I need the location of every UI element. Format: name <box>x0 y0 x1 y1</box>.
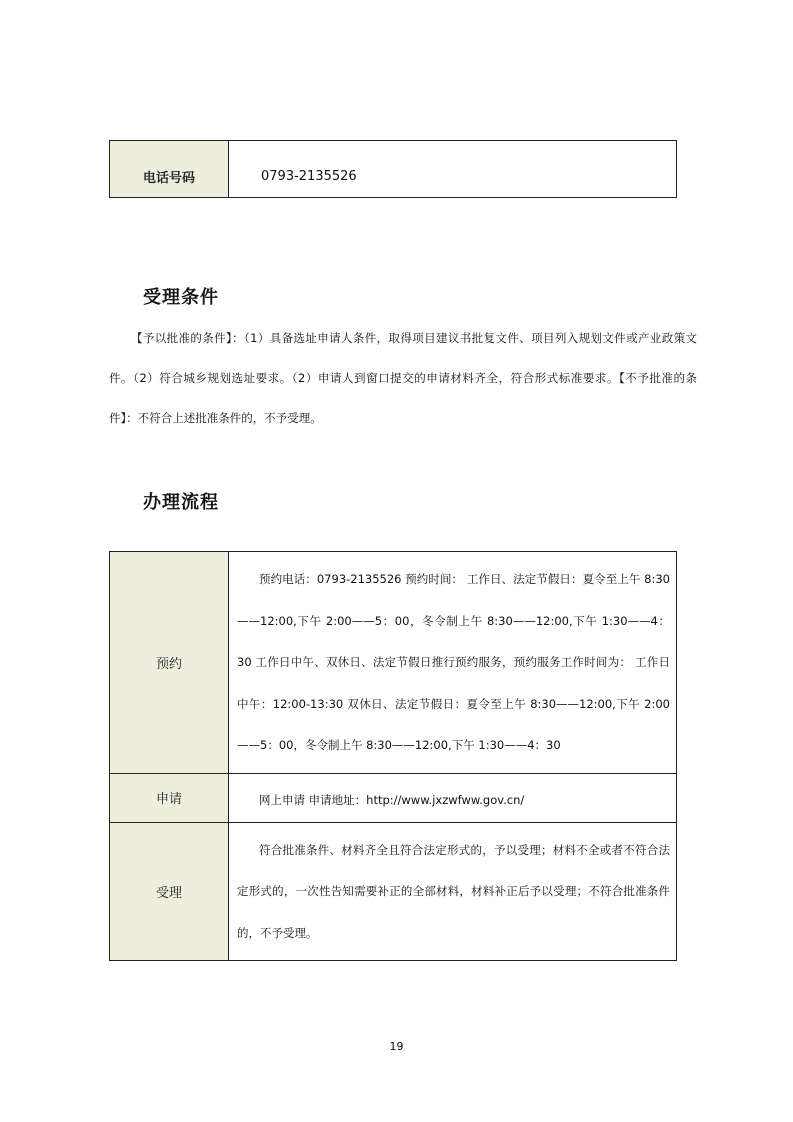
process-label-appointment: 预约 <box>110 552 229 774</box>
process-content-appointment: 预约电话：0793-2135526 预约时间： 工作日、法定节假日：夏令至上午 8:30——12:00,下午 2:00——5：00，冬令制上午 8:30——12:00,下午 1:30——4：30 工作日中午、双休日、法定节假日推行预约服务，预约服务工作时间为： 工作日中午：12:00-13:30 双休日、法定节假日：夏令至上午 8:30——12:00,下午 2:00——5：00，冬令制上午 8:30——12:00,下午 1:30——4：30 <box>229 552 677 774</box>
process-table <box>109 551 677 961</box>
page-number: 19 <box>389 1040 404 1053</box>
phone-label: 电话号码 <box>110 141 229 198</box>
process-content-acceptance: 符合批准条件、材料齐全且符合法定形式的，予以受理；材料不全或者不符合法定形式的，一次性告知需要补正的全部材料，材料补正后予以受理；不符合批准条件的，不予受理。 <box>229 822 677 961</box>
section-heading-process: 办理流程 <box>143 492 219 513</box>
conditions-paragraph: 【予以批准的条件】：（1）具备选址申请人条件，取得项目建议书批复文件、项目列入规划文件或产业政策文件。（2）符合城乡规划选址要求。（2）申请人到窗口提交的申请材料齐全，符合形式标准要求。【不予批准的条件】：不符合上述批准条件的，不予受理。 <box>109 331 697 425</box>
process-row-acceptance <box>110 822 677 961</box>
section-heading-conditions: 受理条件 <box>143 287 219 308</box>
process-row-application <box>110 773 677 822</box>
process-label-acceptance: 受理 <box>110 822 229 961</box>
process-content-application: 网上申请 申请地址：http://www.jxzwfww.gov.cn/ <box>229 773 677 822</box>
contact-row <box>110 141 677 198</box>
process-row-appointment <box>110 552 677 774</box>
process-label-application: 申请 <box>110 773 229 822</box>
contact-table <box>109 140 677 198</box>
phone-value: 0793-2135526 <box>229 141 677 198</box>
